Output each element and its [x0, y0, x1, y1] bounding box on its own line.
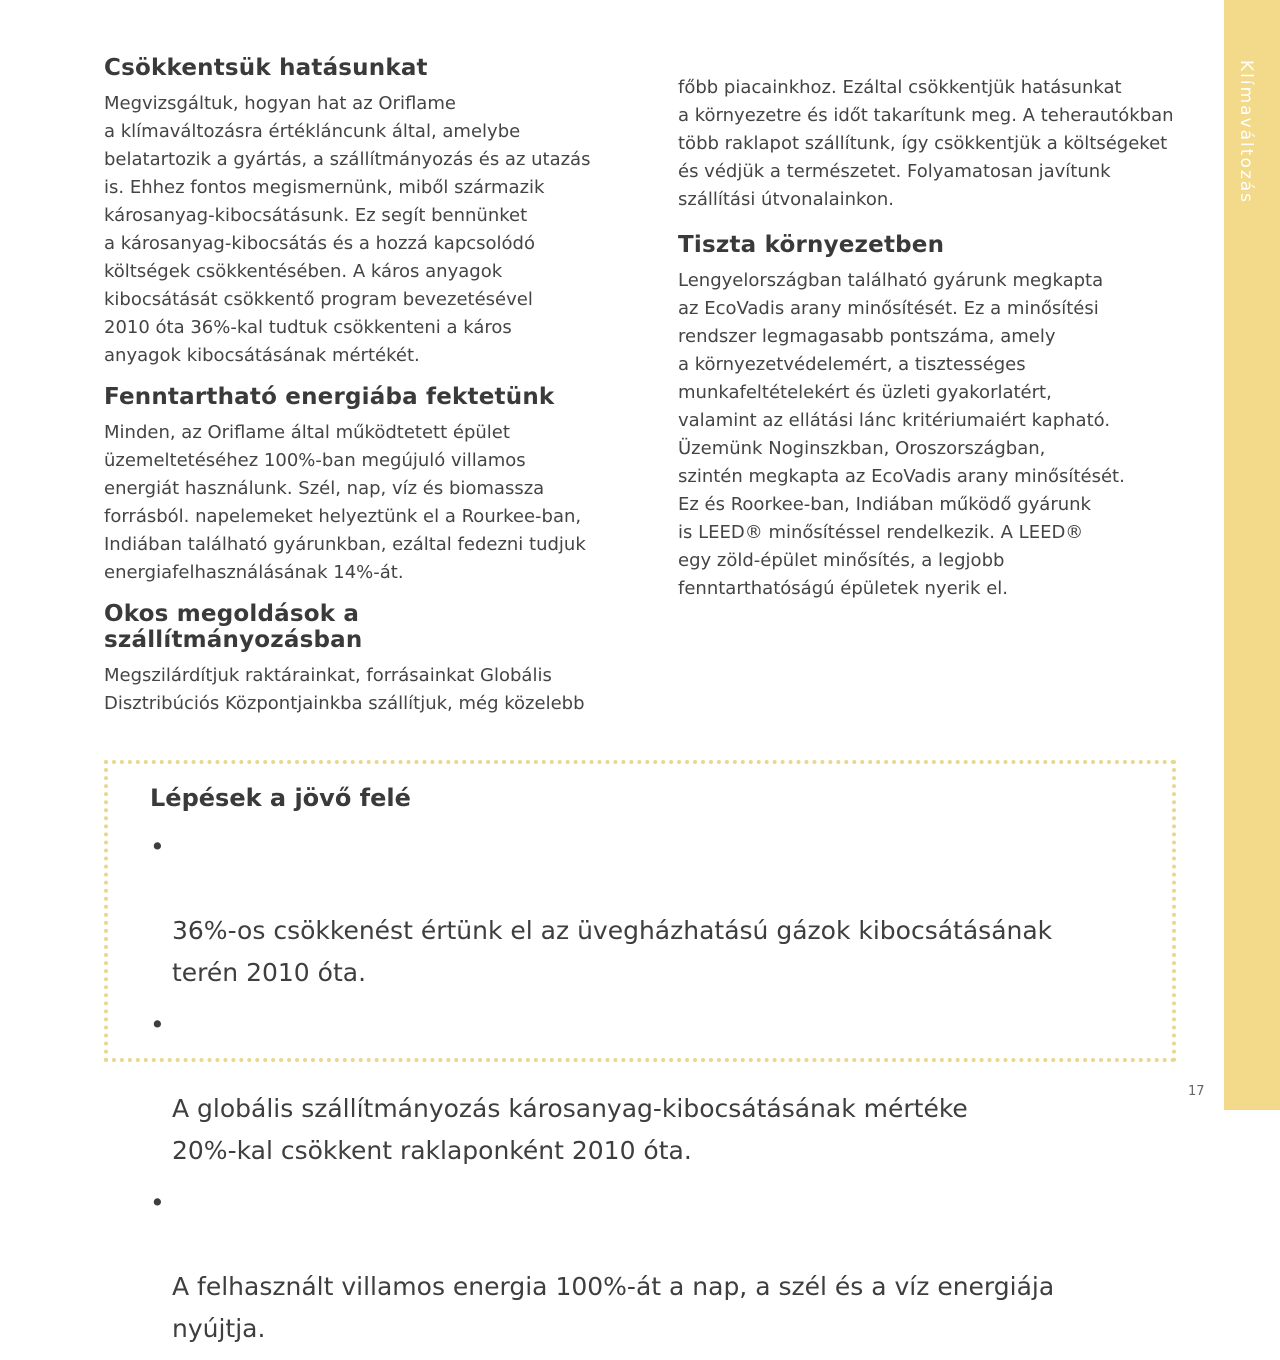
summary-title: Lépések a jövő felé	[150, 784, 411, 812]
section-reduce-impact	[104, 55, 624, 370]
bullet-icon: •	[150, 1188, 165, 1217]
section-clean-environment	[678, 232, 1198, 603]
section-text: Megvizsgáltuk, hogyan hat az Oriflame a klímaváltozásra értékláncunk által, amelybe belatartozik a gyártás, a szállítmányozás és az utazás is. Ehhez fontos megismernünk, miből származik károsanyag-kibocsátásunk. Ez segít bennünket a károsanyag-kibocsátás és a hozzá kapcsolódó költségek csökkentésében. A káros anyagok kibocsátását csökkentő program bevezetésével 2010 óta 36%-kal tudtuk csökkenteni a káros anyagok kibocsátásának mértékét.	[104, 93, 591, 366]
continued-text: főbb piacainkhoz. Ezáltal csökkentjük hatásunkat a környezetre és időt takarítunk meg. A teherautókban több raklapot szállítunk, így csökkentjük a költségeket és védjük a természetet. Folyamatosan javítunk szállítási útvonalainkon.	[678, 77, 1174, 210]
page-number: 17	[1188, 1084, 1205, 1099]
right-column	[678, 74, 1198, 603]
bullet-icon: •	[150, 1010, 165, 1039]
bullet-icon: •	[150, 832, 165, 861]
summary-list	[150, 826, 1150, 1360]
section-text: Megszilárdítjuk raktárainkat, forrásainkat Globális Disztribúciós Központjainkba szállítjuk, még közelebb	[104, 665, 585, 714]
summary-item	[150, 826, 1150, 994]
section-heading: Okos megoldások a szállítmányozásban	[104, 601, 363, 653]
summary-item	[150, 1004, 1150, 1172]
section-heading: Fenntartható energiába fektetünk	[104, 384, 555, 410]
section-heading: Tiszta környezetben	[678, 232, 945, 258]
side-tab-label: Klímaváltozás	[1236, 60, 1256, 205]
section-heading: Csökkentsük hatásunkat	[104, 55, 428, 81]
left-column	[104, 55, 624, 732]
section-text: Lengyelországban található gyárunk megkapta az EcoVadis arany minősítését. Ez a minősítési rendszer legmagasabb pontszáma, amely a környezetvédelemért, a tisztességes munkafeltételekért és üzleti gyakorlatért, valamint az ellátási lánc kritériumaiért kapható. Üzemünk Noginszkban, Oroszországban, szintén megkapta az EcoVadis arany minősítését. Ez és Roorkee-ban, Indiában működő gyárunk is LEED® minősítéssel rendelkezik. A LEED® egy zöld-épület minősítés, a legjobb fenntarthatóságú épületek nyerik el.	[678, 270, 1125, 599]
summary-item-text: A globális szállítmányozás károsanyag-kibocsátásának mértéke 20%-kal csökkent raklaponként 2010 óta.	[172, 1094, 968, 1165]
section-text: Minden, az Oriflame által működtetett épület üzemeltetéséhez 100%-ban megújuló villamos energiát használunk. Szél, nap, víz és biomassza forrásból. napelemeket helyeztünk el a Rourkee-ban, Indiában található gyárunkban, ezáltal fedezni tudjuk energiafelhasználásának 14%-át.	[104, 422, 586, 583]
summary-item-text: A felhasznált villamos energia 100%-át a nap, a szél és a víz energiája nyújtja.	[172, 1272, 1055, 1343]
section-smart-logistics	[104, 601, 624, 718]
summary-item	[150, 1182, 1150, 1350]
section-renewable-energy	[104, 384, 624, 587]
summary-item-text: 36%-os csökkenést értünk el az üvegházhatású gázok kibocsátásának terén 2010 óta.	[172, 916, 1053, 987]
